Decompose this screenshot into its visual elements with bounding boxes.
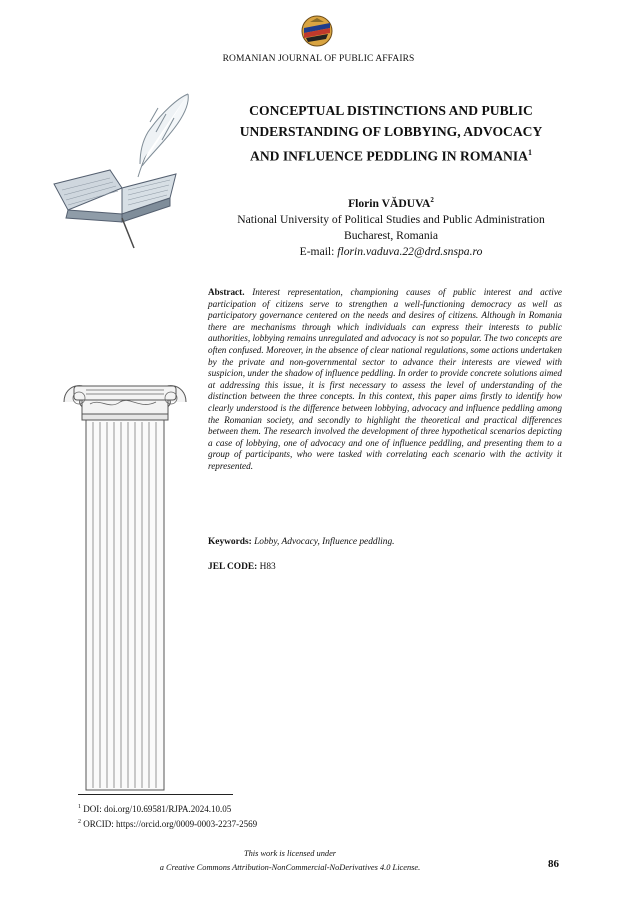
page-number: 86 — [548, 858, 559, 870]
author-city: Bucharest, Romania — [343, 228, 438, 242]
author-block — [200, 192, 582, 260]
title-line: CONCEPTUAL DISTINCTIONS AND PUBLIC — [249, 103, 533, 118]
footnote-doi[interactable]: DOI: doi.org/10.69581/RJPA.2024.10.05 — [83, 804, 232, 814]
footnotes — [78, 801, 498, 830]
article-title — [200, 100, 582, 167]
jel-code — [208, 562, 562, 572]
keywords-label: Keywords: — [208, 537, 252, 547]
ionic-column-icon — [60, 372, 190, 792]
author-affiliation: National University of Political Studies and Public Administration — [237, 212, 545, 226]
title-line-text: AND INFLUENCE PEDDLING IN ROMANIA — [250, 148, 528, 164]
keywords — [208, 537, 562, 547]
email-link[interactable]: florin.vaduva.22@drd.snspa.ro — [337, 244, 483, 258]
jel-label: JEL CODE: — [208, 562, 258, 572]
license-notice — [140, 847, 440, 875]
footnote-item — [78, 816, 498, 831]
abstract-label: Abstract. — [208, 287, 245, 297]
footnote-mark: 2 — [78, 818, 81, 825]
title-footnote-mark[interactable]: 1 — [527, 148, 532, 157]
journal-logo-icon — [300, 14, 334, 48]
author-footnote-mark[interactable]: 2 — [430, 196, 434, 204]
author-name — [200, 192, 582, 212]
abstract-text: Interest representation, championing causes of public interest and active participation of citizens serve to strengthen a well-functioning democracy as well as participatory governance centered on the needs and desires of citizens. Although in Romania there are mechanisms through which individuals can express their interests to public authorities, lobbying remains unregulated and advocacy is not so popular. The two concepts are often confused. Moreover, in the absence of clear national regulations, some actions undertaken by the private and non-governmental sector to advance their interests are viewed with suspicion, under the shadow of influence peddling. In order to provide concrete solutions aimed at addressing this issue, it is first necessary to assess the level of understanding of the distinction between the three concepts. In this context, this paper aims firstly to identify how clearly understood is the difference between lobbying, advocacy and influence peddling among the Romanian society, and secondly to highlight the theoretical and practical differences between them. The research involved the development of three hypothetical scenarios depicting a case of lobbying, one of advocacy and one of influence peddling, and presenting them to a group of participants, who were tasked with correlating each scenario with the activity it represented. — [208, 287, 563, 471]
title-line — [200, 142, 582, 167]
footnote-orcid[interactable]: ORCID: https://orcid.org/0009-0003-2237-2569 — [83, 818, 258, 829]
footnote-item — [78, 801, 498, 816]
license-line: This work is licensed under — [243, 849, 337, 858]
author-name-text: Florin VĂDUVA — [348, 196, 431, 210]
license-link[interactable]: a Creative Commons Attribution-NonCommercial-NoDerivatives 4.0 License. — [159, 863, 421, 872]
open-book-quill-icon — [50, 92, 200, 252]
title-line: UNDERSTANDING OF LOBBYING, ADVOCACY — [239, 124, 543, 139]
jel-value: H83 — [259, 562, 276, 572]
keywords-value: Lobby, Advocacy, Influence peddling. — [254, 537, 395, 547]
email-label: E-mail: — [299, 244, 335, 258]
abstract — [208, 287, 562, 473]
journal-name: ROMANIAN JOURNAL OF PUBLIC AFFAIRS — [222, 54, 415, 64]
footnote-divider — [78, 794, 233, 795]
author-email-line — [200, 244, 582, 260]
footnote-mark: 1 — [78, 804, 81, 810]
